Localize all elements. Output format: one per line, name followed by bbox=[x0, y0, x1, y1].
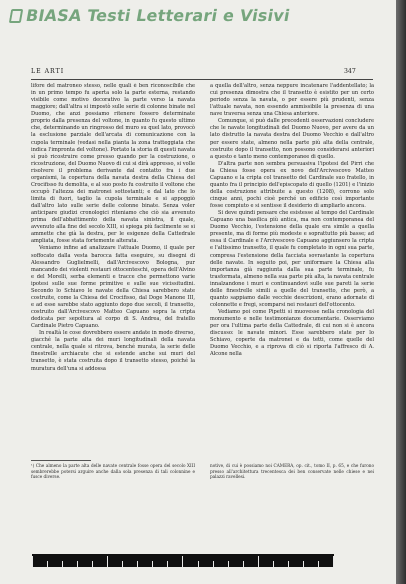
paragraph: In realtà le cose dovrebbero essere andate in modo diverso, giacché la parte alta dei muri longitudinali della navata centrale, nella quale si ritrova, benché murata, la serie delle finestrelle archiacute che si estende anche sui muri del transetto, è stata costruita dopo il transetto stesso, poiché la muratura dell'una si addossa bbox=[31, 330, 195, 372]
ruler-tick bbox=[213, 561, 214, 567]
ruler-tick bbox=[303, 561, 304, 567]
page-number: 347 bbox=[344, 68, 356, 75]
paragraph: Comunque, si può dalle precedenti osservazioni concludere che le navate longitudinali del Duomo Nuovo, per avere da un lato distrutto la navata destra del Duomo Vecchio e dall'altro per essere state, almeno nella parte più alta della centrale, costruite dopo il transetto, non possono considerarsi anteriori a questo e tanto meno contemporanee di quello. bbox=[210, 118, 374, 160]
ruler-tick bbox=[333, 556, 334, 567]
paragraph: D'altra parte non sembra persuasiva l'ipotesi del Pirri che la Chiesa fosse opera ex novo dell'Arcivescovo Matteo Capuano e la cripta col transetto del Cardinale suo fratello, in quanto fra il principio dell'episcopato di quello (1201) e l'inizio della costruzione attribuite a questo (1208), corrono solo cinque anni, pochi cioè perché un edificio così importante fosse compiuto e si sentisse il desiderio di ampliarlo ancora. bbox=[210, 160, 374, 210]
ruler-tick bbox=[273, 561, 274, 567]
header-rule bbox=[31, 79, 373, 80]
paragraph: lifore del matroneo stesso, nelle quali è ben riconoscibile che in un primo tempo fu aperta solo la parte esterna, restando visibile come motivo decorativo la parte verso la navata maggiore; dall'altra si impostò sulle serie di colonne binate nel Duomo, che anzi possiamo ritenere fossero determinate proprio dalla presenza del voltone, in quanto fu questo ultimo che, determinando un ringrosso del muro su quel lato, provocò la esclusione parziale dell'arcata di comunicazione con la cupola terminale (vedasi nella pianta la zona tratteggiata che indica l'impronta del voltone). Portato la storia di questi navata sì può ricostruire come presso quando per la costruzione, o ricostruzione, del Duomo Nuovo di cui si dirà appresso, si volle risolvere il problema derivante dal contatto fra i due organismi, la copertura della navata destra della Chiesa del Crocifisso fu demolita, e al suo posto fu costruito il voltone che occupò l'altezza dei matronei sottostanti; e dal lato che lo limita di fuori, taglio la cupola terminale e si appoggiò dall'altro lato sulle serie delle colonne binate. Senza voler anticipare giudizi cronologici riteniamo che ciò sia avvenuto prima dell'abbattimento della navata sinistra, il quale, avvenuto alla fine del secolo XIII, si spiega più facilmente se si ammette che già la destra, per le esigenze della Cattedrale ampliata, fosse stata fortemente alterata. bbox=[31, 83, 195, 245]
footnote-rule bbox=[31, 460, 91, 461]
ruler-tick bbox=[318, 561, 319, 567]
watermark bbox=[8, 6, 312, 26]
footnote-right: notive, di cui è possiamo noi CAMERA, op. cit., tomo II, p. 65, e che furono presso all'architettura trecentesca dei ben conservate nelle chiese e nei palazzi ravellesi. bbox=[210, 463, 374, 480]
ruler-tick bbox=[62, 561, 63, 567]
paragraph: Veniamo infine ad analizzare l'attuale Duomo, il quale per soffocato dalla vesta barocca fatta eseguire, su disegni di Alessandro Guglielmelli, dall'Arcivescovo Bologna, pur mancando dei violenti restauri ottocenteschi, opera dell'Alvino e del Morelli, serba elementi e tracce che permettono varie ipotesi sulle sue forme primitive e sulle sue vicissitudini. Secondo lo Schiavo le navate della Chiesa sarebbero state costruite, come la Chiesa del Crocifisso, dal Doge Manone III, e ad esse sarebbe stato aggiunto dopo due secoli, il transetto, costruito dall'Arcivescovo Matteo Capuano sopra la cripta dedicata per sepoltura al corpo di S. Andrea, del fratello Cardinale Pietro Capuano. bbox=[31, 245, 195, 330]
ruler-tick bbox=[92, 561, 93, 567]
paragraph: a quella dell'altro, senza neppure incatenare l'addentellato; la cui presenza dimostra che il transetto è esistito per un certo periodo senza la navata, o per essere più prudenti, senza l'attuale navata, non essendo ammissibile la presenza di una nave traversa senza una Chiesa anteriore. bbox=[210, 83, 374, 118]
watermark-logo-icon bbox=[9, 9, 23, 23]
paragraph: Si deve quindi pensare che esistesse al tempo del Cardinale Capuano una basilica più antica, ma non contemporanea del Duomo Vecchio, l'estensione della quale era simile a quella presente, ma di forme più modeste e soprattutto più basse; ad essa il Cardinale e l'Arcivescovo Capuano aggiunsero la cripta e l'altissimo transetto, il quale fu completato in ogni sua parte, compresa l'estensione della facciata sovrastante la copertura delle navate. In seguito poi, per uniformare la Chiesa alla importanza già raggiunta dalla sua parte terminale, fu trasformata, almeno nella sua parte più alta, la navata centrale innalzandone i muri e continuandovi sulle sue pareti la serie delle finestrelle simili a quelle del transetto, che però, a quanto sappiamo dalle vecchie descrizioni, erano adornate di colonnette e fregi, scomparsi nei restauri dell'ottocento. bbox=[210, 210, 374, 308]
ruler-tick bbox=[152, 561, 153, 567]
ruler-tick bbox=[167, 561, 168, 567]
right-column bbox=[210, 83, 374, 456]
ruler-tick bbox=[198, 561, 199, 567]
ruler-tick bbox=[77, 561, 78, 567]
ruler-tick bbox=[107, 556, 108, 567]
footnote-left: ¹) Che almeno la parte alta delle navate centrale fosse opera del secolo XIII sembrerebbe potersi arguire anche dalla sola presenza di tali colonnine e fusce diverse. bbox=[31, 463, 195, 480]
running-head: LE ARTI bbox=[31, 68, 65, 75]
ruler-tick bbox=[182, 556, 183, 567]
left-column bbox=[31, 83, 195, 456]
paragraph: Vediamo poi come Pipetti si muovesse nella cronologia del monumento e nelle testimonianze documentarie. Osserviamo per ora l'ultima parte della Cattedrale, di cui non si è ancora discusso: le navate minori. Esse sarebbero state per lo Schiavo, coperte da matronei e da tetti, come quelle del Duomo Vecchio, e a riprova di ciò si riporta l'affresco di A. Alcone nella bbox=[210, 309, 374, 358]
ruler-tick bbox=[243, 561, 244, 567]
ruler-tick bbox=[32, 556, 33, 567]
ruler-tick bbox=[228, 561, 229, 567]
binding-gutter bbox=[396, 0, 406, 584]
ruler-tick bbox=[47, 561, 48, 567]
ruler-tick bbox=[288, 561, 289, 567]
ruler-tick bbox=[258, 556, 259, 567]
scale-ruler bbox=[32, 554, 334, 567]
watermark-text: BIASA Testi Letterari e Visivi bbox=[24, 6, 292, 25]
ruler-tick bbox=[137, 561, 138, 567]
ruler-tick bbox=[122, 561, 123, 567]
